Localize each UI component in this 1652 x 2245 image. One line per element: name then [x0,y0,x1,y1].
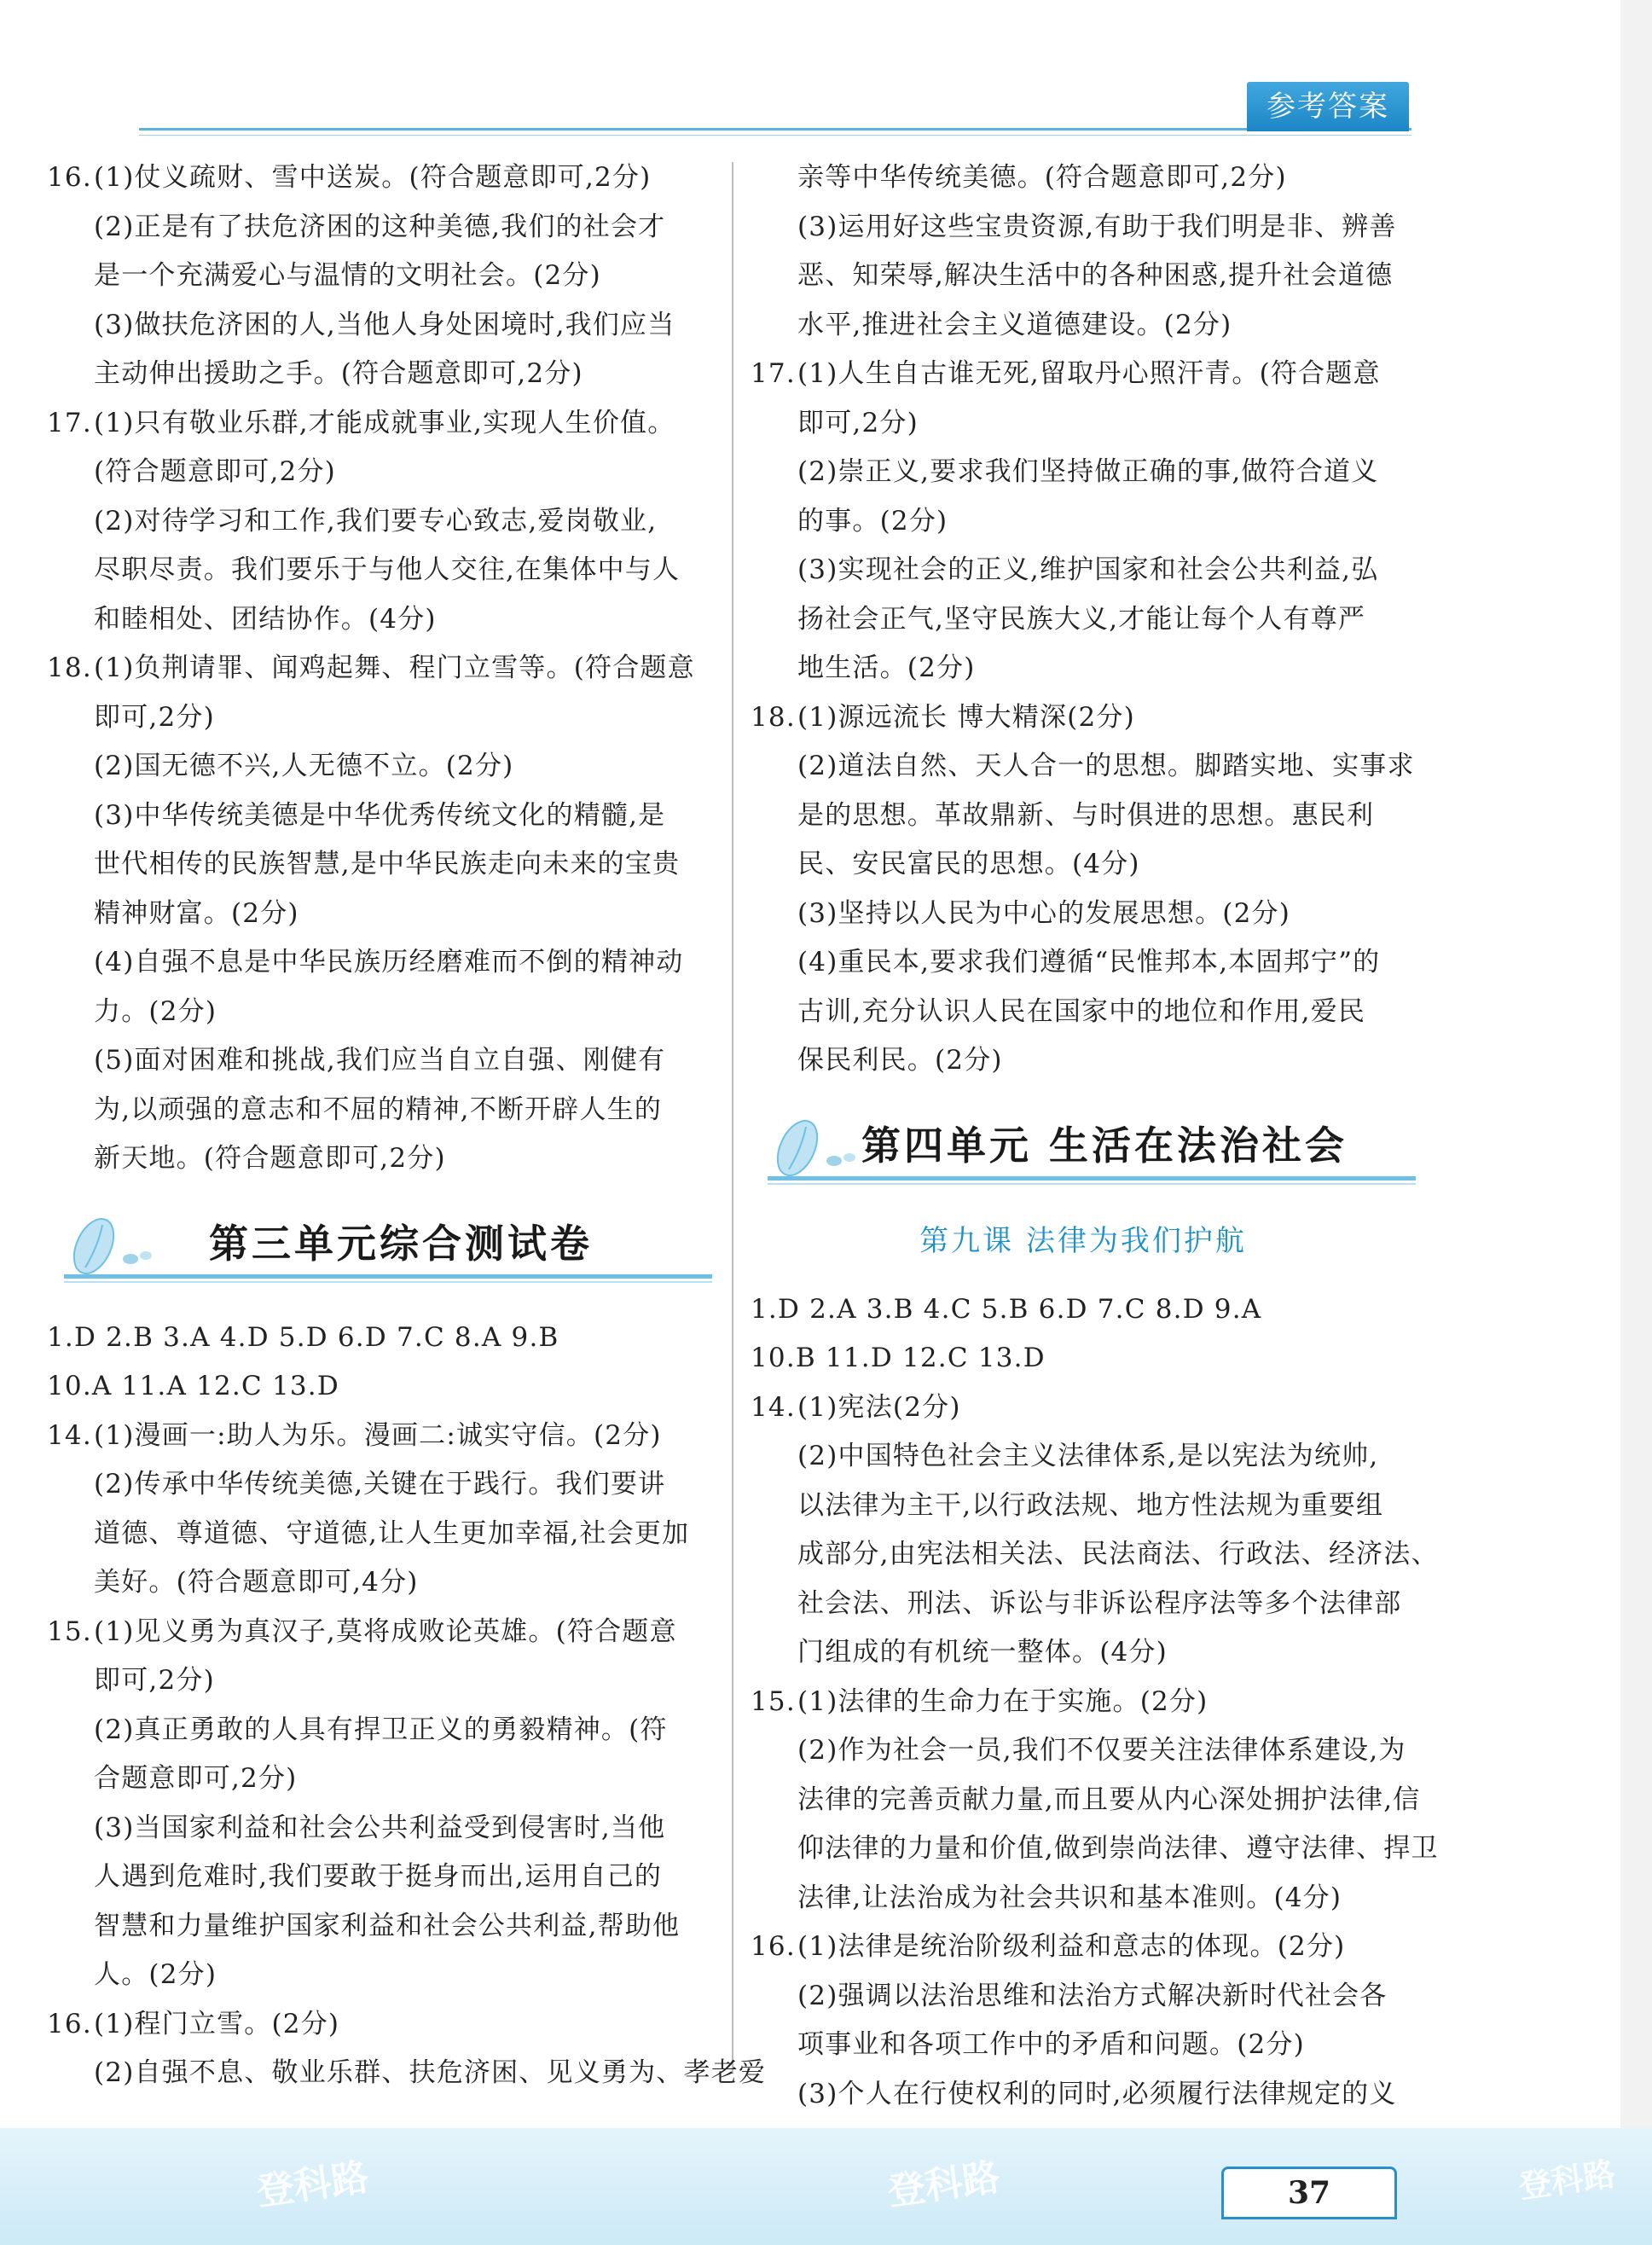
answer-line [751,350,1416,399]
answer-line [47,988,712,1037]
answer-line [47,1902,712,1952]
section-header-unit4 [751,1101,1416,1204]
answer-line [47,252,712,301]
answer-line [751,154,1416,203]
leaf-icon [64,1208,158,1285]
answer-text: (3)实现社会的正义,维护国家和社会公共利益,弘 [797,554,1379,585]
answer-text: 以法律为主干,以行政法规、地方性法规为重要组 [797,1489,1384,1521]
answer-line [751,1285,1416,1335]
answer-text: (1)法律的生命力在于实施。(2分) [797,1685,1209,1717]
answer-text: (3)坚持以人民为中心的发展思想。(2分) [797,897,1291,929]
answer-text: 即可,2分) [94,701,215,733]
answer-line [47,1608,712,1657]
header-tab-answers: 参考答案 [1247,82,1409,131]
answer-line [47,1134,712,1184]
question-number: 18. [47,653,92,683]
answer-line [47,497,712,547]
answer-line [47,1086,712,1135]
answer-text: (1)只有敬业乐群,才能成就事业,实现人生价值。 [94,407,675,438]
answer-text: (5)面对困难和挑战,我们应当自立自强、刚健有 [94,1045,666,1076]
answer-text: 1.D 2.A 3.B 4.C 5.B 6.D 7.C 8.D 9.A [751,1293,1262,1325]
answer-text: (1)人生自古谁无死,留取丹心照汗青。(符合题意 [797,358,1381,389]
answer-text: 即可,2分) [797,407,919,438]
answer-line [47,1558,712,1608]
answer-text: (1)源远流长 博大精深(2分) [797,701,1135,733]
answer-line [47,546,712,595]
answer-text: 古训,充分认识人民在国家中的地位和作用,爱民 [797,995,1366,1027]
answer-line [47,154,712,203]
answer-line [751,742,1416,792]
answer-line [47,1706,712,1755]
answer-text: (3)做扶危济困的人,当他人身处困境时,我们应当 [94,309,675,340]
answer-text: 尽职尽责。我们要乐于与他人交往,在集体中与人 [94,554,681,585]
left-answers-top [47,154,712,1184]
answer-line [47,2049,767,2098]
answer-text: 亲等中华传统美德。(符合题意即可,2分) [797,162,1287,193]
question-number: 14. [47,1419,92,1451]
answer-text: 10.A 11.A 12.C 13.D [47,1371,339,1401]
answer-text: (1)漫画一:助人为乐。漫画二:诚实守信。(2分) [94,1419,662,1451]
answer-line [47,301,712,351]
answer-line [47,1804,712,1853]
answer-text: (3)当国家利益和社会公共利益受到侵害时,当他 [94,1812,666,1843]
answer-text: 是的思想。革故鼎新、与时俱进的思想。惠民利 [797,799,1375,831]
answer-line [751,693,1416,743]
answer-line [751,1726,1416,1776]
answer-text: 美好。(符合题意即可,4分) [94,1567,419,1598]
answer-text: 世代相传的民族智慧,是中华民族走向未来的宝贵 [94,849,681,879]
answer-text: 成部分,由宪法相关法、民法商法、行政法、经济法、 [797,1539,1439,1569]
answer-text: 精神财富。(2分) [94,897,299,929]
answer-text: (3)个人在行使权利的同时,必须履行法律规定的义 [797,2078,1397,2109]
answer-line [751,1482,1416,1531]
footer-band [0,2128,1652,2245]
section-header-unit3 [47,1199,712,1302]
answer-text: 是一个充满爱心与温情的文明社会。(2分) [94,260,601,291]
answer-line [47,1656,712,1706]
answer-text: 社会法、刑法、诉讼与非诉讼程序法等多个法律部 [797,1587,1402,1619]
answer-text: 人遇到危难时,我们要敢于挺身而出,运用自己的 [94,1861,663,1892]
answer-line [751,1530,1439,1580]
answer-text: (2)中国特色社会主义法律体系,是以宪法为统帅, [797,1441,1379,1471]
answer-text: 法律,让法治成为社会共识和基本准则。(4分) [797,1882,1342,1913]
answer-text: (2)崇正义,要求我们坚持做正确的事,做符合道义 [797,456,1379,487]
answer-line [751,1874,1416,1923]
answer-text: 恶、知荣辱,解决生活中的各种困惑,提升社会道德 [797,260,1394,291]
lesson-title: 第九课 法律为我们护航 [919,1223,1247,1258]
section-title: 第四单元 生活在法治社会 [861,1122,1348,1169]
answer-text: (1)见义勇为真汉子,莫将成败论英雄。(符合题意 [94,1616,677,1647]
answer-text: 地生活。(2分) [797,653,976,683]
answer-line [751,988,1416,1037]
answer-line [47,1853,712,1902]
section-underline-thin [64,1281,712,1283]
right-answers-bottom [751,1285,1439,2120]
right-answers-top [751,154,1416,1086]
answer-line [751,595,1416,645]
answer-line [751,399,1416,449]
answer-line [751,2070,1416,2120]
section-title: 第三单元综合测试卷 [209,1220,593,1267]
answer-line [47,693,712,743]
answer-text: (2)真正勇敢的人具有捍卫正义的勇毅精神。(符 [94,1714,668,1745]
left-answers-bottom [47,1314,767,2098]
answer-line [751,840,1416,890]
answer-text: (1)宪法(2分) [797,1391,961,1423]
answer-line [47,350,712,399]
answer-line [47,1362,712,1412]
answer-text: 民、安民富民的思想。(4分) [797,849,1140,879]
answer-text: (3)运用好这些宝贵资源,有助于我们明是非、辨善 [797,211,1397,242]
answer-line [751,1580,1416,1629]
answer-line [47,644,712,693]
answer-line [751,252,1416,301]
answer-line [47,1510,712,1559]
section-underline [64,1274,712,1279]
page-edge-shadow [1620,0,1652,2245]
answer-line [47,890,712,939]
answer-text: 人。(2分) [94,1959,217,1990]
leaf-icon [768,1110,861,1186]
question-number: 15. [751,1685,796,1717]
column-divider [732,162,733,2073]
answer-line [47,399,712,449]
question-number: 17. [47,407,92,438]
watermark-logo: 登科路 [253,2155,372,2214]
right-column [751,154,1439,2119]
answer-line [47,1755,712,1804]
answer-text: (符合题意即可,2分) [94,456,336,487]
question-number: 17. [751,358,796,389]
answer-line [47,938,712,988]
answer-line [47,1314,712,1363]
answer-text: 水平,推进社会主义道德建设。(2分) [797,309,1232,340]
question-number: 16. [47,162,92,193]
answer-text: 和睦相处、团结协作。(4分) [94,603,437,635]
answer-line [751,1334,1416,1384]
question-number: 15. [47,1616,92,1647]
question-number: 16. [751,1931,796,1962]
answer-line [751,1824,1439,1874]
answer-text: 1.D 2.B 3.A 4.D 5.D 6.D 7.C 8.A 9.B [47,1321,559,1353]
answer-text: (2)自强不息、敬业乐群、扶危济困、见义勇为、孝老爱 [94,2057,767,2088]
answer-line [751,1432,1416,1482]
header-rule [139,128,1411,131]
section-underline [768,1176,1416,1181]
answer-text: (1)程门立雪。(2分) [94,2008,340,2039]
answer-line [47,1951,712,2000]
answer-line [751,1036,1416,1086]
answer-text: 即可,2分) [94,1665,215,1696]
answer-text: 道德、尊道德、守道德,让人生更加幸福,社会更加 [94,1517,690,1549]
answer-text: 新天地。(符合题意即可,2分) [94,1143,446,1174]
answer-text: 合题意即可,2分) [94,1763,298,1794]
answer-line [751,546,1416,595]
answer-text: (1)仗义疏财、雪中送炭。(符合题意即可,2分) [94,162,652,193]
question-number: 16. [47,2008,92,2039]
answer-line [751,203,1416,252]
page-number: 37 [1221,2167,1397,2219]
answer-line [751,792,1416,841]
answer-line [47,203,712,252]
answer-text: 门组成的有机统一整体。(4分) [797,1637,1168,1668]
answer-text: 扬社会正气,坚守民族大义,才能让每个人有尊严 [797,603,1366,635]
answer-text: (2)传承中华传统美德,关键在于践行。我们要讲 [94,1469,666,1500]
answer-text: 保民利民。(2分) [797,1045,1003,1076]
answer-text: (4)自强不息是中华民族历经磨难而不倒的精神动 [94,947,684,977]
watermark-logo: 登科路 [1516,2155,1619,2206]
answer-line [47,1412,712,1461]
answer-text: 法律的完善贡献力量,而且要从内心深处拥护法律,信 [797,1784,1421,1815]
answer-line [751,1776,1421,1825]
answer-text: (2)作为社会一员,我们不仅要关注法律体系建设,为 [797,1735,1406,1766]
question-number: 14. [751,1391,796,1423]
answer-text: 智慧和力量维护国家利益和社会公共利益,帮助他 [94,1910,681,1941]
answer-line [751,448,1416,497]
answer-text: (2)正是有了扶危济困的这种美德,我们的社会才 [94,211,666,242]
answer-line [751,1384,1416,1433]
answer-text: 10.B 11.D 12.C 13.D [751,1343,1046,1373]
answer-line [751,938,1416,988]
answer-text: 项事业和各项工作中的矛盾和问题。(2分) [797,2029,1305,2060]
answer-text: (3)中华传统美德是中华优秀传统文化的精髓,是 [94,799,666,831]
answer-line [751,890,1416,939]
answer-text: 为,以顽强的意志和不屈的精神,不断开辟人生的 [94,1093,663,1125]
answer-line [47,840,712,890]
answer-text: (4)重民本,要求我们遵循“民惟邦本,本固邦宁”的 [797,947,1381,977]
answer-line [47,1036,712,1086]
answer-line [751,1923,1416,1972]
answer-text: 力。(2分) [94,995,217,1027]
question-number: 18. [751,701,796,733]
answer-line [47,742,712,792]
answer-text: (1)负荆请罪、闻鸡起舞、程门立雪等。(符合题意 [94,653,695,683]
answer-line [47,2000,712,2050]
answer-line [751,1972,1416,2022]
answer-text: (2)强调以法治思维和法治方式解决新时代社会各 [797,1980,1388,2011]
answer-text: (1)法律是统治阶级利益和意志的体现。(2分) [797,1931,1346,1962]
answer-line [47,448,712,497]
answer-line [751,644,1416,693]
answer-text: (2)国无德不兴,人无德不立。(2分) [94,751,514,781]
answer-line [47,1460,712,1510]
answer-line [751,497,1416,547]
answer-line [751,1678,1416,1727]
answer-text: (2)道法自然、天人合一的思想。脚踏实地、实事求 [797,751,1415,781]
answer-text: 仰法律的力量和价值,做到崇尚法律、遵守法律、捍卫 [797,1833,1439,1864]
answer-text: 主动伸出援助之手。(符合题意即可,2分) [94,358,583,389]
answer-text: 的事。(2分) [797,505,948,537]
answer-line [751,1628,1416,1678]
answer-line [751,301,1416,351]
answer-line [751,2021,1416,2070]
answer-text: (2)对待学习和工作,我们要专心致志,爱岗敬业, [94,505,658,537]
header-rule-thin [139,135,1411,136]
section-underline-thin [768,1183,1416,1185]
watermark-logo: 登科路 [884,2155,1003,2214]
answer-line [47,792,712,841]
answer-line [47,595,712,645]
left-column [47,154,767,2098]
